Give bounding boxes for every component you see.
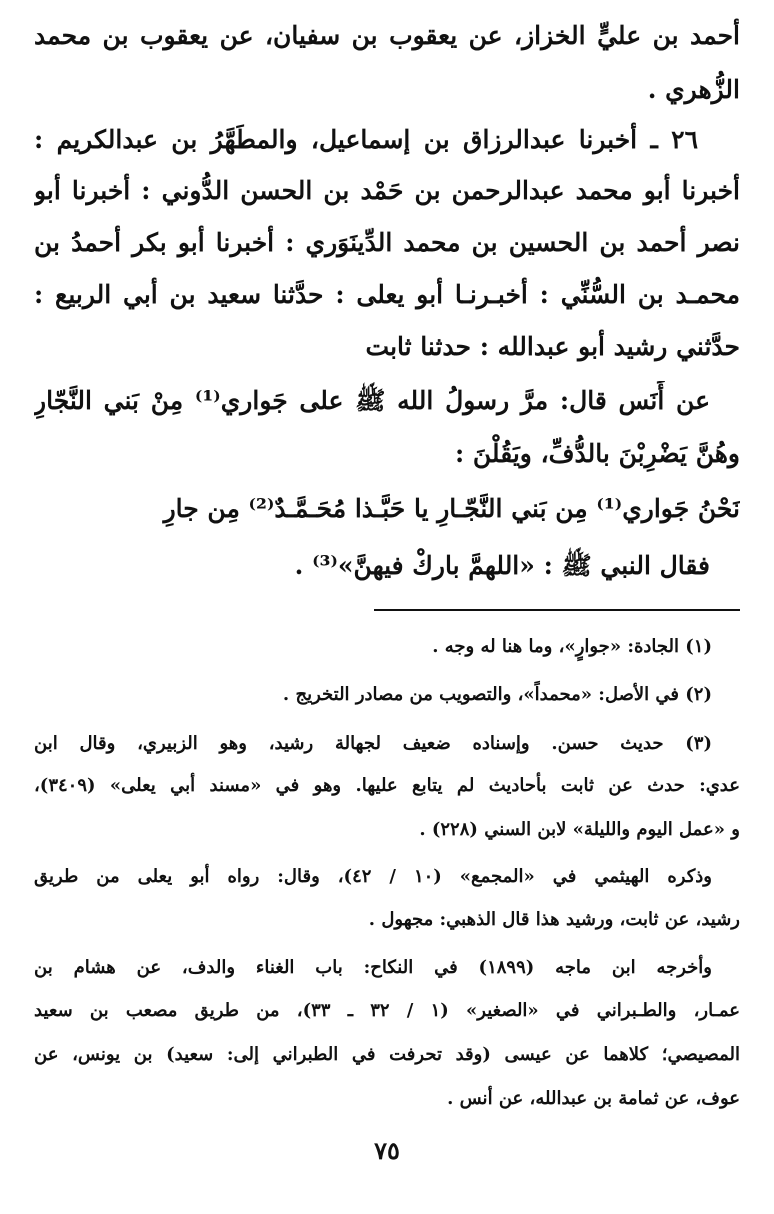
main-text-line: وهُنَّ يَضْرِبْنَ بالدُّفِّ، ويَقُلْنَ : [454, 439, 740, 468]
main-text-line: أحمد بن عليٍّ الخزاز، عن يعقوب بن سفيان، عن يعقوب بن محمد [34, 21, 740, 50]
main-text-line: حدَّثني رشيد أبو عبدالله : حدثنا ثابت [365, 332, 740, 361]
footnote-line: (٣) حديث حسن. وإسناده ضعيف لجهالة رشيد، وهو الزبيري، وقال ابن [34, 733, 712, 754]
footnote-line: عمـار، والطـبراني في «الصغير» (١ / ٣٢ ـ ٣٣)، من طريق مصعب بن سعيد [34, 1000, 740, 1021]
footnote-separator [374, 609, 740, 611]
main-text-line: عن أَنَس قال: مرَّ رسولُ الله ﷺ على جَواري⁽¹⁾ مِنْ بَني النَّجّارِ [34, 386, 710, 415]
footnote-line: عوف، عن ثمامة بن عبدالله، عن أنس . [447, 1088, 740, 1109]
footnote-line: وذكره الهيثمي في «المجمع» (١٠ / ٤٢)، وقال: رواه أبو يعلى من طريق [34, 866, 712, 887]
main-text-line: أخبرنا أبو محمد عبدالرحمن بن حَمْد بن الحسن الدُّوني : أخبرنا أبو [34, 176, 740, 205]
footnote-line: (١) الجادة: «جوارٍ»، وما هنا له وجه . [432, 636, 712, 657]
main-text-line: فقال النبي ﷺ : «اللهمَّ باركْ فيهنَّ»⁽³⁾ . [294, 551, 710, 580]
main-text-line: نصر أحمد بن الحسين بن محمد الدِّينَوَري : أخبرنا أبو بكر أحمدُ بن [34, 228, 740, 257]
main-text-line: الزُّهري . [647, 75, 740, 104]
hadith-heading: ٢٦ ـ أخبرنا عبدالرزاق بن إسماعيل، والمطَهَّرُ بن عبدالكريم : [34, 125, 698, 154]
footnote-line: رشيد، عن ثابت، ورشيد هذا قال الذهبي: مجهول . [368, 909, 740, 930]
main-text-line: محمـد بن السُّنِّي : أخبـرنـا أبو يعلى : حدَّثنا سعيد بن أبي الربيع : [34, 280, 740, 309]
page-number: ٧٥ [374, 1136, 400, 1165]
footnote-line: (٢) في الأصل: «محمداً»، والتصويب من مصادر التخريج . [282, 684, 712, 705]
footnote-line: و «عمل اليوم والليلة» لابن السني (٢٢٨) . [419, 819, 740, 840]
footnote-line: عدي: حدث عن ثابت بأحاديث لم يتابع عليها. وهو في «مسند أبي يعلى» (٣٤٠٩)، [34, 775, 740, 796]
footnote-line: وأخرجه ابن ماجه (١٨٩٩) في النكاح: باب الغناء والدف، عن هشام بن [34, 957, 712, 978]
footnote-line: المصيصي؛ كلاهما عن عيسى (وقد تحرفت في الطبراني إلى: سعيد) بن يونس، عن [34, 1044, 740, 1065]
poem-verse: نَحْنُ جَواري⁽¹⁾ مِن بَني النَّجّـارِ يا حَبَّـذا مُحَـمَّـدٌ⁽²⁾ مِن جارِ [163, 494, 740, 523]
